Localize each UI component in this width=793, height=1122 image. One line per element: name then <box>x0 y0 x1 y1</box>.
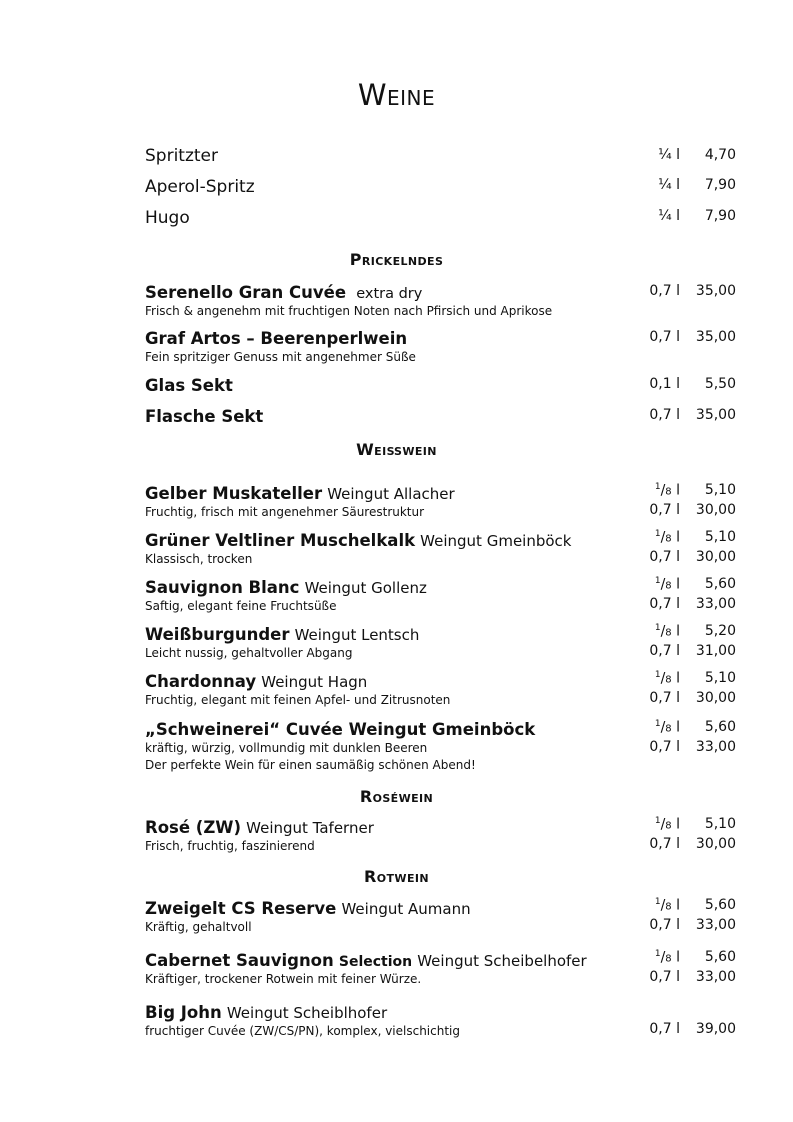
item-name: Weißburgunder <box>145 625 290 644</box>
item-name: Hugo <box>145 208 190 228</box>
bottle-price: 30,00 <box>695 836 736 852</box>
bottle-volume: 0,7 l <box>649 596 680 612</box>
item-description: kräftig, würzig, vollmundig mit dunklen Beeren <box>145 741 428 755</box>
item-producer: Weingut Scheiblhofer <box>226 1004 388 1022</box>
item-name: Serenello Gran Cuvée <box>145 283 347 302</box>
bottle-price: 31,00 <box>695 643 736 659</box>
item-volume: 0,7 l <box>649 283 680 299</box>
glass-volume: $^1$/8 l <box>654 529 680 546</box>
item-name: Flasche Sekt <box>145 407 264 426</box>
item-producer: Weingut Gmeinböck <box>420 532 572 550</box>
item-description: Frisch, fruchtig, faszinierend <box>145 839 315 853</box>
item-description: Saftig, elegant feine Fruchtsüße <box>145 599 337 613</box>
bottle-volume: 0,7 l <box>649 969 680 985</box>
item-producer: Weingut Hagn <box>261 673 368 691</box>
item-name: Spritzter <box>145 146 218 166</box>
item-description: Kräftig, gehaltvoll <box>145 920 252 934</box>
item-name: Rosé (ZW) <box>145 818 242 837</box>
item-name: Graf Artos – Beerenperlwein <box>145 329 408 348</box>
item-description-2: Der perfekte Wein für einen saumäßig schönen Abend! <box>145 758 476 772</box>
item-volume: 0,7 l <box>649 407 680 423</box>
page-title: Weine <box>357 78 436 112</box>
bottle-volume: 0,7 l <box>649 643 680 659</box>
item-description: Fruchtig, frisch mit angenehmer Säurestruktur <box>145 505 425 519</box>
item-description: Kräftiger, trockener Rotwein mit feiner Würze. <box>145 972 422 986</box>
section-heading-prickelndes: Prickelndes <box>349 250 444 269</box>
item-price: 7,90 <box>704 177 736 193</box>
glass-price: 5,10 <box>704 482 736 498</box>
item-volume: 0,7 l <box>649 329 680 345</box>
section-heading-rotwein: Rotwein <box>364 867 429 886</box>
glass-price: 5,10 <box>704 670 736 686</box>
glass-price: 5,10 <box>704 816 736 832</box>
glass-volume: $^1$/8 l <box>654 576 680 593</box>
item-price: 35,00 <box>695 283 736 299</box>
bottle-price: 30,00 <box>695 690 736 706</box>
bottle-price: 39,00 <box>695 1021 736 1037</box>
glass-volume: $^1$/8 l <box>654 897 680 914</box>
bottle-volume: 0,7 l <box>649 917 680 933</box>
item-volume: 0,1 l <box>649 376 680 392</box>
item-volume: ¼ l <box>658 208 680 224</box>
item-producer: Weingut Taferner <box>246 819 374 837</box>
item-extra: extra dry <box>356 286 423 302</box>
item-description: Klassisch, trocken <box>145 552 253 566</box>
item-name: Gelber Muskateller <box>145 484 323 503</box>
glass-price: 5,20 <box>704 623 736 639</box>
bottle-volume: 0,7 l <box>649 549 680 565</box>
bottle-price: 33,00 <box>695 596 736 612</box>
glass-price: 5,60 <box>704 719 736 735</box>
item-volume: ¼ l <box>658 147 680 163</box>
bottle-volume: 0,7 l <box>649 690 680 706</box>
item-description: Fein spritziger Genuss mit angenehmer Süße <box>145 350 416 364</box>
item-name: Chardonnay <box>145 672 257 691</box>
item-price: 35,00 <box>695 329 736 345</box>
item-description: Fruchtig, elegant mit feinen Apfel- und Zitrusnoten <box>145 693 451 707</box>
item-price: 35,00 <box>695 407 736 423</box>
bottle-volume: 0,7 l <box>649 1021 680 1037</box>
bottle-volume: 0,7 l <box>649 836 680 852</box>
glass-price: 5,60 <box>704 576 736 592</box>
item-name: Big John <box>145 1003 222 1022</box>
glass-volume: $^1$/8 l <box>654 482 680 499</box>
glass-volume: $^1$/8 l <box>654 816 680 833</box>
item-price: 4,70 <box>704 147 736 163</box>
section-heading-rosewein: Roséwein <box>359 787 434 806</box>
bottle-price: 33,00 <box>695 969 736 985</box>
item-description: Frisch & angenehm mit fruchtigen Noten nach Pfirsich und Aprikose <box>145 304 553 318</box>
item-name: Zweigelt CS Reserve <box>145 899 337 918</box>
item-volume: ¼ l <box>658 177 680 193</box>
glass-price: 5,60 <box>704 949 736 965</box>
item-producer: Weingut Scheibelhofer <box>417 952 587 970</box>
bottle-price: 33,00 <box>695 917 736 933</box>
glass-volume: $^1$/8 l <box>654 949 680 966</box>
item-description: fruchtiger Cuvée (ZW/CS/PN), komplex, vielschichtig <box>145 1024 460 1038</box>
item-producer: Weingut Allacher <box>327 485 455 503</box>
glass-volume: $^1$/8 l <box>654 670 680 687</box>
item-description: Leicht nussig, gehaltvoller Abgang <box>145 646 353 660</box>
glass-price: 5,60 <box>704 897 736 913</box>
section-heading-weisswein: Weißwein <box>356 440 437 459</box>
item-name: Grüner Veltliner Muschelkalk <box>145 531 416 550</box>
item-name-suffix: Selection <box>338 954 413 970</box>
item-producer: Weingut Aumann <box>341 900 471 918</box>
bottle-price: 33,00 <box>695 739 736 755</box>
bottle-price: 30,00 <box>695 549 736 565</box>
item-price: 7,90 <box>704 208 736 224</box>
glass-price: 5,10 <box>704 529 736 545</box>
item-producer: Weingut Lentsch <box>294 626 420 644</box>
item-name: Sauvignon Blanc <box>145 578 300 597</box>
item-name: „Schweinerei“ Cuvée Weingut Gmeinböck <box>145 720 536 739</box>
item-price: 5,50 <box>704 376 736 392</box>
item-name: Aperol-Spritz <box>145 177 255 197</box>
glass-volume: $^1$/8 l <box>654 719 680 736</box>
bottle-price: 30,00 <box>695 502 736 518</box>
item-name: Glas Sekt <box>145 376 233 395</box>
bottle-volume: 0,7 l <box>649 739 680 755</box>
glass-volume: $^1$/8 l <box>654 623 680 640</box>
bottle-volume: 0,7 l <box>649 502 680 518</box>
item-producer: Weingut Gollenz <box>304 579 427 597</box>
item-name: Cabernet Sauvignon <box>145 951 334 970</box>
